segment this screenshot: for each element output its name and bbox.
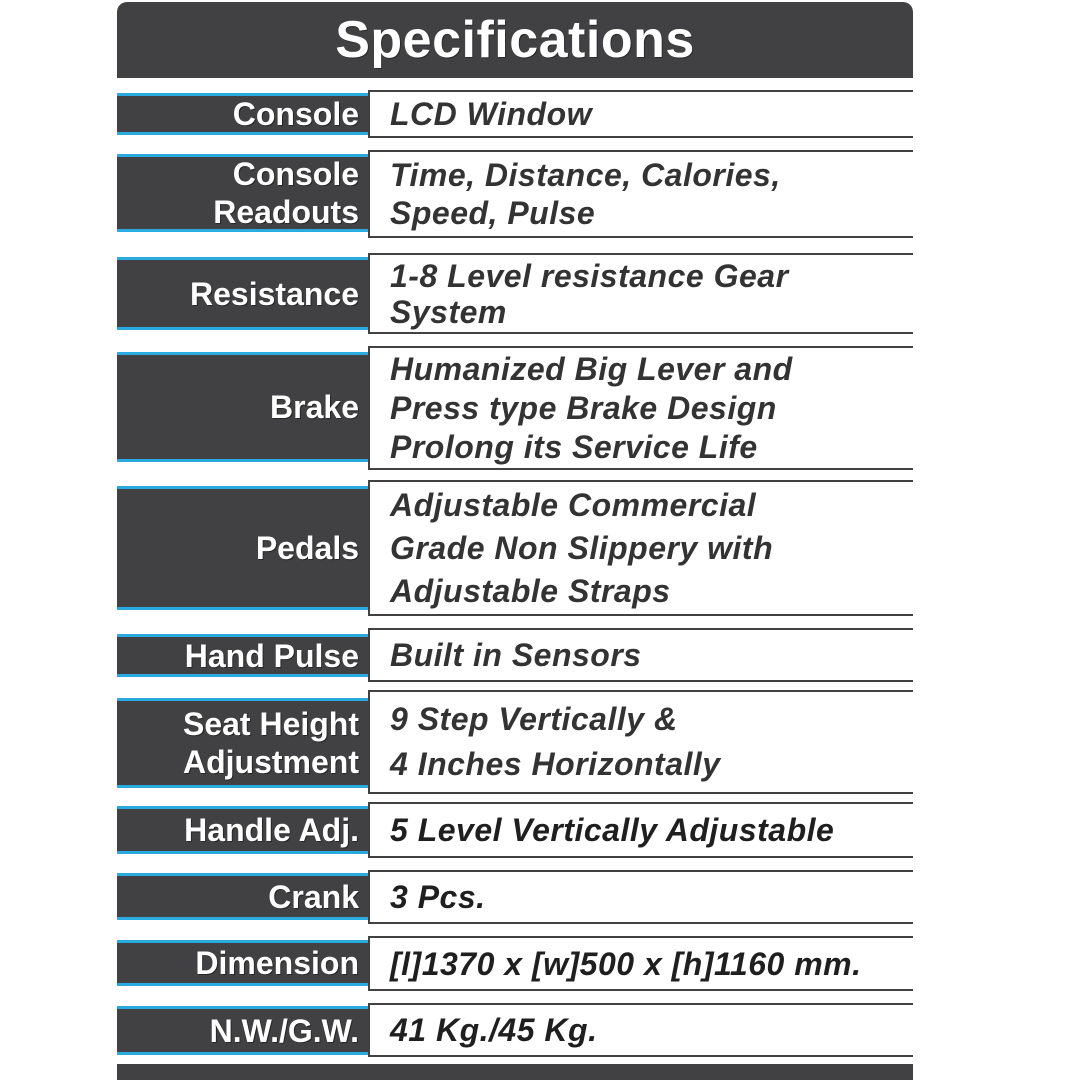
spec-value: Humanized Big Lever and Press type Brake Design Prolong its Service Life: [368, 346, 913, 470]
spec-label: Pedals: [117, 486, 368, 610]
spec-value: 3 Pcs.: [368, 870, 913, 924]
spec-label: Handle Adj.: [117, 806, 368, 854]
footer-bar: [117, 1064, 913, 1080]
spec-label: Resistance: [117, 257, 368, 330]
spec-value: 9 Step Vertically & 4 Inches Horizontally: [368, 690, 913, 794]
spec-label: Crank: [117, 873, 368, 920]
spec-value: [l]1370 x [w]500 x [h]1160 mm.: [368, 936, 913, 991]
spec-value: 41 Kg./45 Kg.: [368, 1003, 913, 1057]
spec-value: 1-8 Level resistance Gear System: [368, 253, 913, 334]
spec-label: Hand Pulse: [117, 634, 368, 677]
spec-label: Dimension: [117, 940, 368, 986]
specifications-title: Specifications: [117, 2, 913, 78]
spec-label: Console: [117, 93, 368, 135]
spec-value: Adjustable Commercial Grade Non Slippery with Adjustable Straps: [368, 480, 913, 616]
spec-label: Brake: [117, 352, 368, 462]
spec-label: N.W./G.W.: [117, 1006, 368, 1055]
spec-value: 5 Level Vertically Adjustable: [368, 802, 913, 858]
spec-label: Seat Height Adjustment: [117, 698, 368, 788]
specifications-panel: [117, 0, 913, 1080]
spec-value: LCD Window: [368, 90, 913, 138]
spec-value: Time, Distance, Calories, Speed, Pulse: [368, 150, 913, 238]
spec-value: Built in Sensors: [368, 628, 913, 682]
spec-label: Console Readouts: [117, 154, 368, 232]
